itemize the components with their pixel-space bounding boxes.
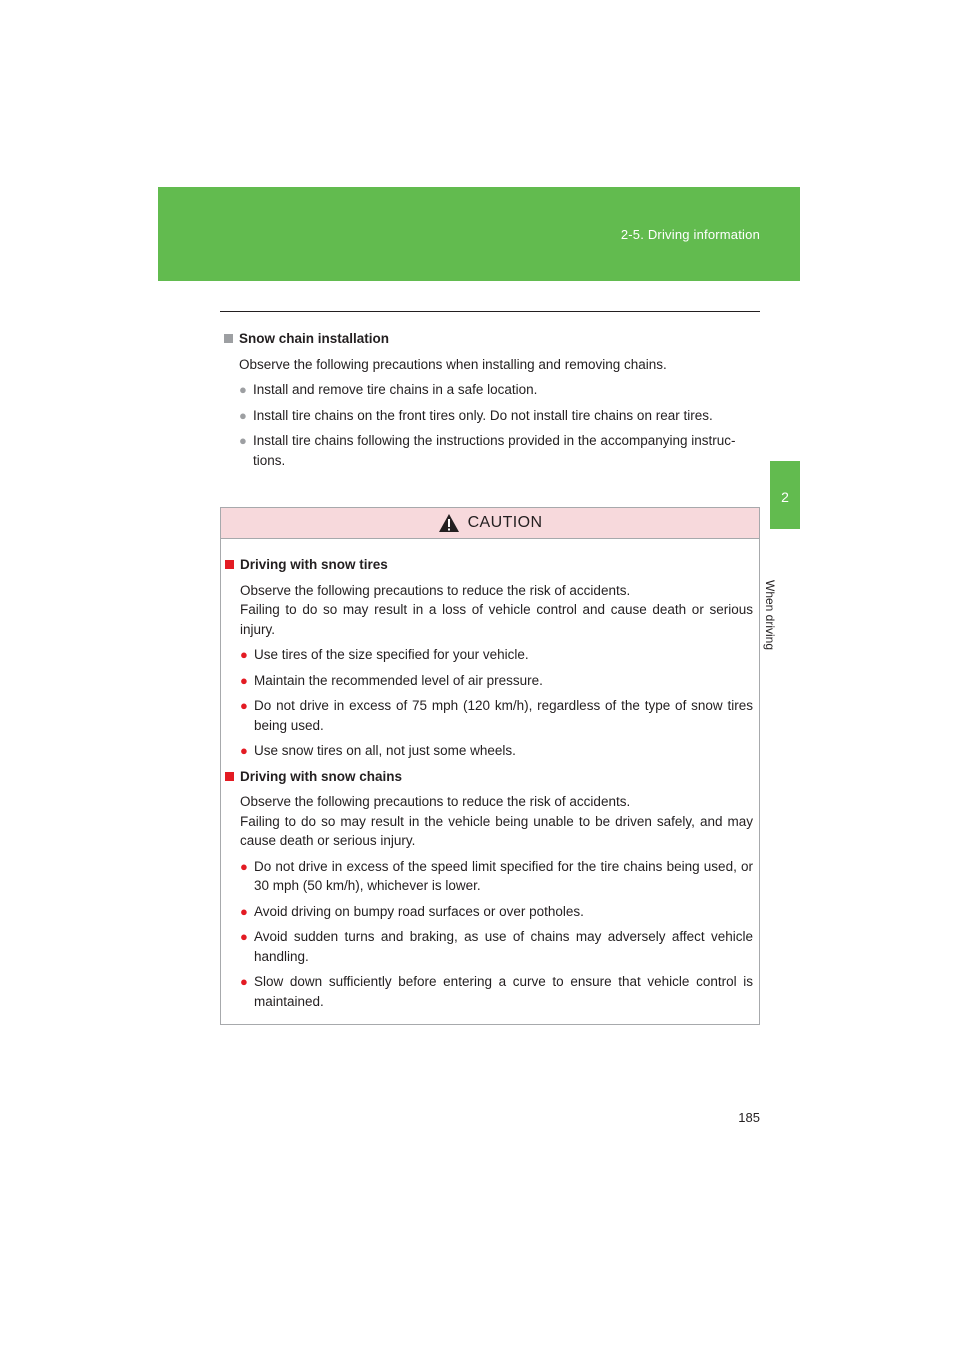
caution-intro-2: Failing to do so may result in a loss of vehicle control and cause death or serious injury. bbox=[240, 602, 753, 637]
list-item-text: Install and remove tire chains in a safe location. bbox=[253, 382, 538, 397]
list-item-text: Avoid driving on bumpy road surfaces or over potholes. bbox=[254, 903, 584, 919]
header-band bbox=[158, 187, 800, 281]
caution-heading bbox=[221, 767, 753, 787]
main-content bbox=[220, 325, 760, 476]
circle-bullet-icon: ● bbox=[240, 743, 248, 758]
list-item bbox=[239, 380, 760, 400]
chapter-number: 2 bbox=[781, 489, 789, 505]
caution-heading bbox=[221, 555, 753, 575]
list-item bbox=[240, 902, 753, 922]
caution-body bbox=[221, 539, 759, 1011]
square-bullet-icon bbox=[225, 560, 234, 569]
list-item-text: Do not drive in excess of 75 mph (120 km/h), regardless of the type of snow tires being used. bbox=[254, 698, 753, 733]
list-item bbox=[240, 741, 753, 761]
caution-intro: Observe the following precautions to reduce the risk of accidents. bbox=[240, 582, 631, 598]
circle-bullet-icon: ● bbox=[240, 903, 248, 919]
caution-intro: Observe the following precautions to reduce the risk of accidents. bbox=[240, 794, 631, 809]
caution-heading-text: Driving with snow chains bbox=[240, 768, 403, 784]
circle-bullet-icon: ● bbox=[240, 698, 248, 713]
caution-title: CAUTION bbox=[467, 514, 543, 531]
caution-intro-2: Failing to do so may result in the vehicle being unable to be driven safely, and may cause death or serious injury. bbox=[240, 813, 753, 848]
list-item bbox=[240, 857, 753, 896]
top-rule bbox=[220, 311, 760, 312]
page-number: 185 bbox=[738, 1110, 760, 1125]
list-item-text: Slow down sufficiently before entering a curve to ensure that vehicle control is maintained. bbox=[254, 974, 753, 1009]
list-item-text: Install tire chains following the instructions provided in the accompanying instruc-tions. bbox=[253, 433, 736, 468]
list-item bbox=[240, 972, 753, 1011]
list-item bbox=[239, 431, 760, 470]
list-item-text: Use tires of the size specified for your vehicle. bbox=[254, 647, 529, 662]
list-item-text: Use snow tires on all, not just some wheels. bbox=[254, 743, 516, 758]
chapter-tab bbox=[770, 461, 800, 529]
square-bullet-icon bbox=[225, 772, 234, 781]
caution-header bbox=[221, 508, 759, 539]
list-item-text: Maintain the recommended level of air pressure. bbox=[254, 672, 543, 688]
circle-bullet-icon: ● bbox=[239, 433, 247, 448]
circle-bullet-icon: ● bbox=[240, 929, 248, 944]
list-item bbox=[240, 671, 753, 691]
circle-bullet-icon: ● bbox=[239, 382, 247, 397]
list-item-text: Avoid sudden turns and braking, as use of chains may adversely affect vehicle handling. bbox=[254, 929, 753, 964]
circle-bullet-icon: ● bbox=[240, 647, 248, 662]
circle-bullet-icon: ● bbox=[240, 858, 248, 874]
list-item bbox=[240, 645, 753, 665]
list-item-text: Do not drive in excess of the speed limit specified for the tire chains being used, or 30 mph (50 km/h), whichever is lower. bbox=[254, 858, 753, 893]
circle-bullet-icon: ● bbox=[240, 974, 248, 989]
caution-heading-text: Driving with snow tires bbox=[240, 557, 388, 572]
warning-triangle-icon bbox=[438, 513, 460, 533]
list-item bbox=[240, 696, 753, 735]
list-item bbox=[239, 406, 760, 426]
square-bullet-icon bbox=[224, 334, 233, 343]
section-title: 2-5. Driving information bbox=[620, 227, 760, 242]
list-item-text: Install tire chains on the front tires only. Do not install tire chains on rear tires. bbox=[253, 407, 713, 423]
circle-bullet-icon: ● bbox=[239, 407, 247, 423]
list-item bbox=[240, 927, 753, 966]
main-intro: Observe the following precautions when installing and removing chains. bbox=[239, 356, 667, 372]
chapter-label: When driving bbox=[763, 580, 777, 651]
circle-bullet-icon: ● bbox=[240, 672, 248, 688]
main-heading bbox=[220, 329, 760, 349]
caution-box bbox=[220, 507, 760, 1025]
main-heading-text: Snow chain installation bbox=[239, 331, 390, 346]
